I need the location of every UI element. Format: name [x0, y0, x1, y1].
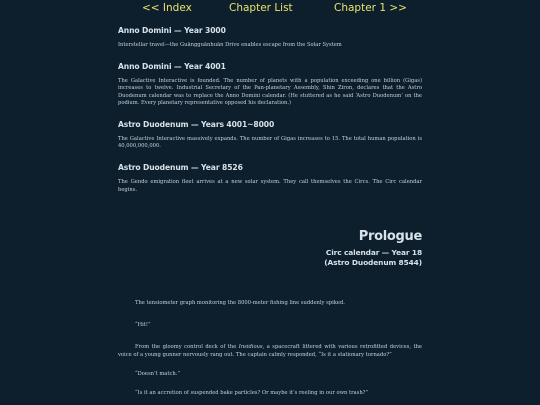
story-text	[118, 300, 422, 405]
next-chapter-link[interactable]: Chapter 1 >>	[334, 2, 407, 14]
story-paragraph: “Is it an accretion of suspended bake particles? Or maybe it’s reeling in our own trash?”	[135, 390, 369, 397]
timeline-entry	[118, 163, 422, 193]
timeline-entry	[118, 120, 422, 150]
ship-name: Insidious	[238, 344, 263, 351]
prologue-subtitle-calendar: Circ calendar — Year 18	[325, 248, 422, 257]
timeline-text: The Gendo emigration fleet arrives at a new solar system. They call themselves the Circs. The Circ calendar begins.	[118, 179, 422, 193]
story-paragraph: “Hit!”	[135, 322, 151, 329]
timeline-heading: Astro Duodenum — Years 4001~8000	[118, 120, 275, 130]
timeline-text: Interstellar travel—the Guāngguānhuān Drive enables escape from the Solar System	[118, 42, 342, 48]
prologue-title: Prologue	[358, 229, 422, 244]
timeline-section	[118, 26, 422, 207]
timeline-entry	[118, 62, 422, 107]
timeline-text: The Galactive Interactive is founded. The number of planets with a population exceeding one billion (Gigas) increases to twelve. Industrial Secretary of the Pan-planetary Assembly, Shin Ziron, declares that the Astro Duodenum calendar was to replace the Anno Domini calendar. (He stuttered as he said ‘Astro Duodenum’ on the podium. Every planetary representative opposed his declaration.)	[118, 78, 422, 106]
timeline-text: The Galactive Interactive massively expands. The number of Gigas increases to 15. The total human population is 40,000,000,000.	[118, 136, 422, 150]
timeline-heading: Astro Duodenum — Year 8526	[118, 163, 243, 173]
prologue-subtitle-duodenum: (Astro Duodenum 8544)	[324, 258, 422, 267]
story-paragraph: “Doesn’t match.”	[135, 370, 181, 377]
story-paragraph	[118, 344, 422, 358]
story-paragraph: The tensiometer graph monitoring the 8000-meter fishing line suddenly spiked.	[135, 300, 345, 306]
timeline-entry	[118, 26, 422, 49]
prologue-header	[324, 229, 422, 268]
chapter-navigation	[0, 2, 540, 18]
story-text-span: From the gloomy control deck of the	[135, 344, 239, 351]
timeline-heading: Anno Domini — Year 3000	[118, 26, 226, 35]
index-link[interactable]: << Index	[142, 2, 192, 14]
timeline-heading: Anno Domini — Year 4001	[118, 62, 226, 72]
chapter-list-link[interactable]: Chapter List	[229, 2, 293, 14]
story-text-span: , a spacecraft littered with various retrofitted devices, the voice of a young gunner nervously rang out. The captain calmly responded, “Is it a stationary tornado?”	[118, 344, 422, 358]
